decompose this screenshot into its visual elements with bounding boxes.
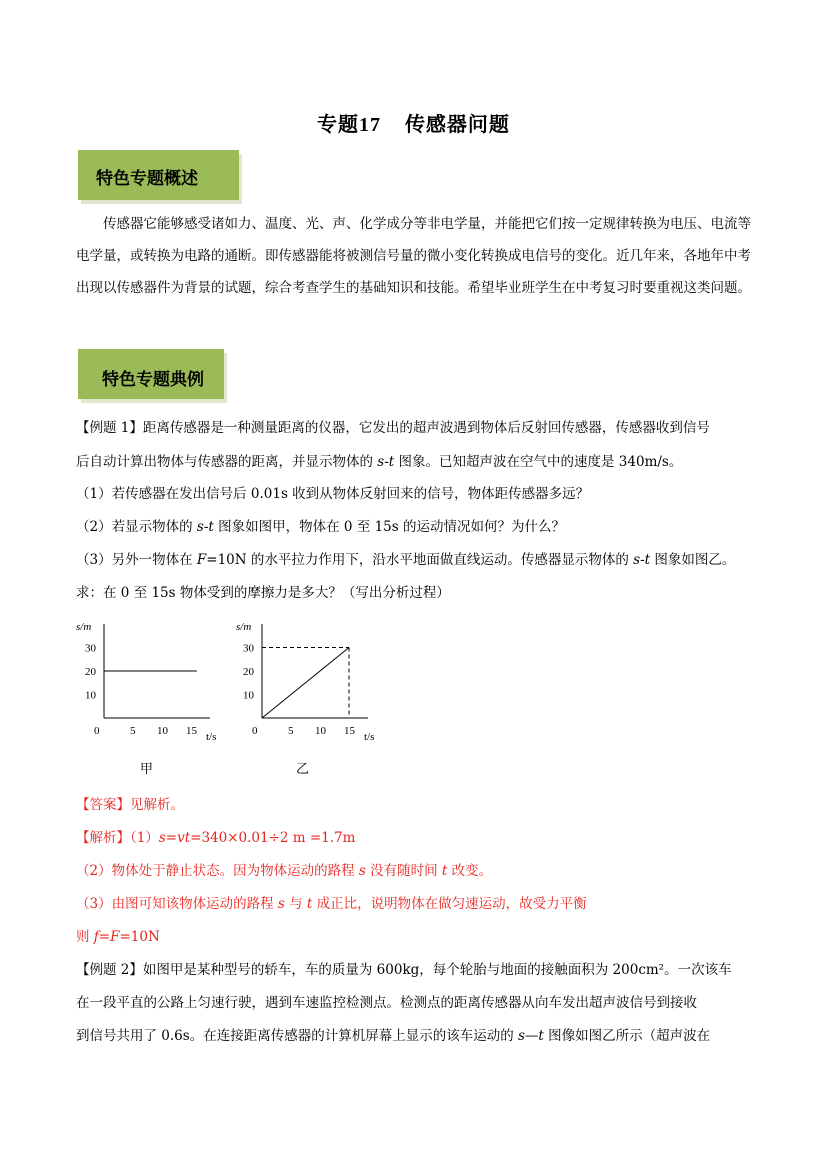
example1-line1: 【例题 1】距离传感器是一种测量距离的仪器，它发出的超声波遇到物体后反射回传感器，传感器收到信号 bbox=[76, 420, 710, 436]
series-line bbox=[262, 648, 349, 719]
y-tick-label: 30 bbox=[85, 642, 96, 655]
chart-yi bbox=[232, 616, 392, 746]
section-banner-examples bbox=[78, 349, 224, 399]
example2-line2: 在一段平直的公路上匀速行驶，遇到车速监控检测点。检测点的距离传感器从向车发出超声波信号到接收 bbox=[76, 995, 697, 1011]
question-1: （1）若传感器在发出信号后 0.01s 收到从物体反射回来的信号，物体距传感器多远？ bbox=[76, 486, 590, 502]
analysis-3: （3）由图可知该物体运动的路程 s 与 t 成正比，说明物体在做匀速运动，故受力平衡 bbox=[76, 896, 587, 912]
analysis-4: 则 f=F=10N bbox=[76, 929, 160, 945]
y-tick-label: 20 bbox=[243, 666, 254, 678]
answer-line: 【答案】见解析。 bbox=[76, 797, 184, 813]
example2-line1: 【例题 2】如图甲是某种型号的轿车，车的质量为 600kg，每个轮胎与地面的接触面积为 200cm²。一次该车 bbox=[76, 962, 732, 978]
chart-jia bbox=[70, 616, 230, 746]
chart-caption-yi: 乙 bbox=[296, 762, 310, 777]
y-tick-label: 10 bbox=[243, 689, 254, 702]
x-axis-label: t/s bbox=[364, 731, 375, 743]
overview-paragraph: 传感器它能够感受诸如力、温度、光、声、化学成分等非电学量，并能把它们按一定规律转换为电压、电流等电学量，或转换为电路的通断。即传感器能将被测信号量的微小变化转换成电信号的变化。近几年来，各地年中考出现以传感器件为背景的试题，综合考查学生的基础知识和技能。希望毕业班学生在中考复习时要重视这类问题。 bbox=[76, 216, 751, 296]
x-tick-label: 15 bbox=[186, 725, 197, 737]
chart-caption-jia: 甲 bbox=[140, 762, 154, 777]
section-banner-overview bbox=[78, 150, 239, 200]
x-tick-label: 15 bbox=[344, 725, 355, 737]
question-2: （2）若显示物体的 s-t 图象如图甲，物体在 0 至 15s 的运动情况如何？为什么？ bbox=[76, 519, 565, 535]
x-tick-label: 5 bbox=[130, 725, 136, 737]
y-tick-label: 30 bbox=[243, 642, 254, 655]
question-3-cont: 求：在 0 至 15s 物体受到的摩擦力是多大？（写出分析过程） bbox=[76, 585, 450, 601]
question-3: （3）另外一物体在 F=10N 的水平拉力作用下，沿水平地面做直线运动。传感器显示物体的 s-t 图象如图乙。 bbox=[76, 552, 736, 568]
y-tick-label: 20 bbox=[85, 666, 96, 678]
y-axis-label: s/m bbox=[236, 621, 252, 633]
section-label: 特色专题概述 bbox=[96, 169, 198, 189]
x-tick-label: 0 bbox=[252, 725, 258, 737]
x-tick-label: 5 bbox=[288, 725, 294, 737]
x-tick-label: 10 bbox=[315, 725, 326, 737]
y-tick-label: 10 bbox=[85, 689, 96, 702]
example2-line3: 到信号共用了 0.6s。在连接距离传感器的计算机屏幕上显示的该车运动的 s—t 图像如图乙所示（超声波在 bbox=[76, 1028, 711, 1044]
analysis-1: 【解析】（1）s=vt=340×0.01÷2 m =1.7m bbox=[76, 830, 356, 846]
page-title: 专题17 传感器问题 bbox=[317, 112, 510, 136]
x-tick-label: 10 bbox=[157, 725, 168, 737]
section-label: 特色专题典例 bbox=[102, 370, 204, 390]
example1-line2: 后自动计算出物体与传感器的距离，并显示物体的 s-t 图象。已知超声波在空气中的速度是 340m/s。 bbox=[76, 454, 683, 470]
x-tick-label: 0 bbox=[94, 725, 100, 737]
y-axis-label: s/m bbox=[76, 621, 92, 633]
x-axis-label: t/s bbox=[206, 731, 217, 743]
analysis-2: （2）物体处于静止状态。因为物体运动的路程 s 没有随时间 t 改变。 bbox=[76, 863, 493, 879]
